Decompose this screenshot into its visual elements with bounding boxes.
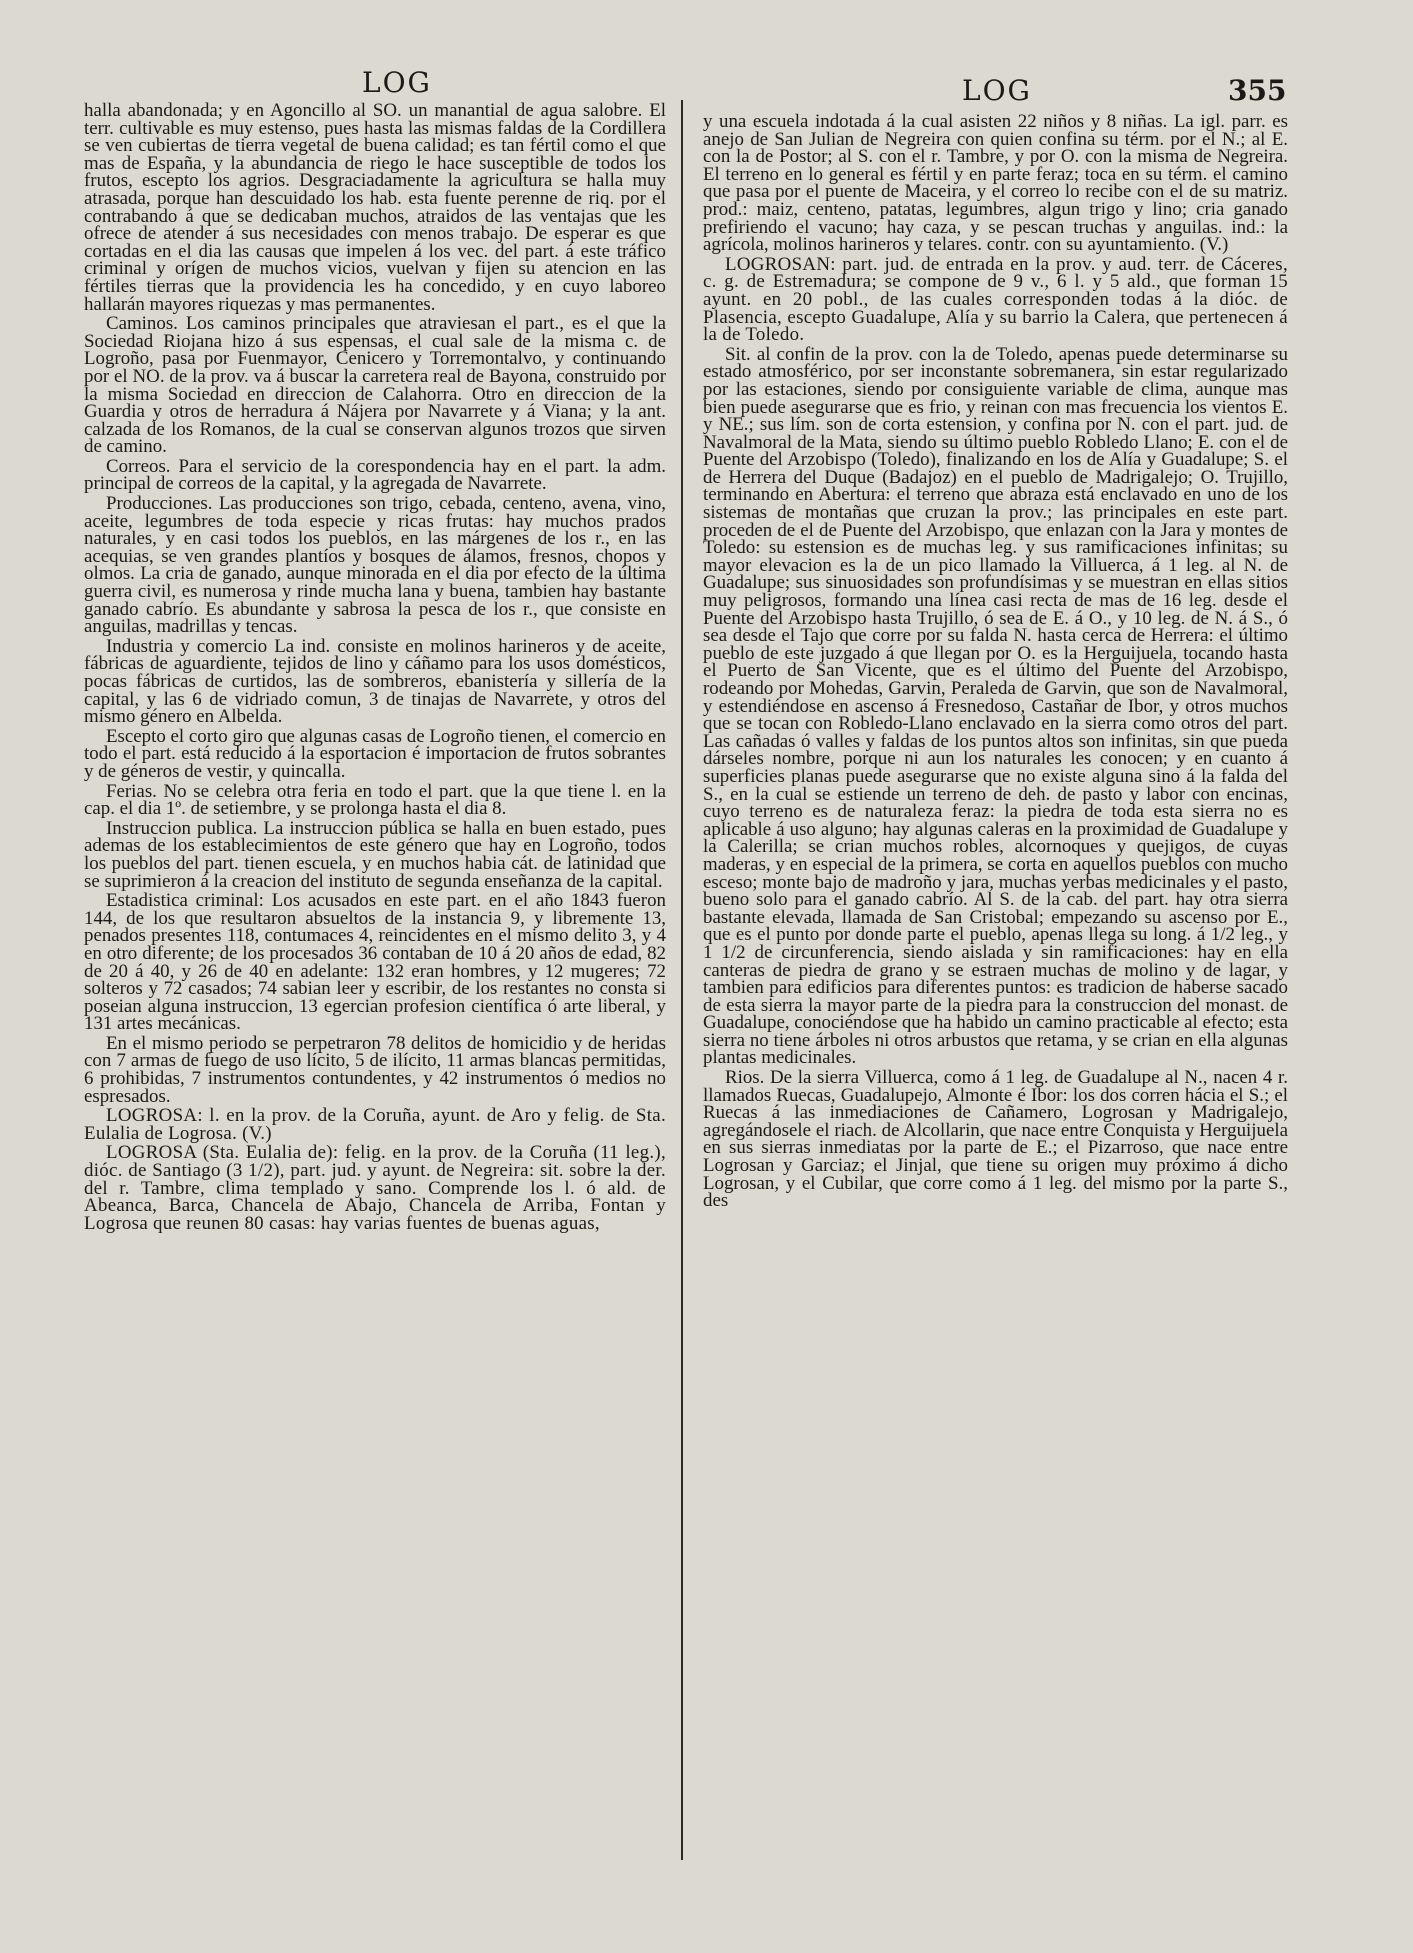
paragraph: Instruccion publica. La instruccion pública se halla en buen estado, pues ademas de los establecimientos de este género que hay en Logroño, todos los pueblos del part. tienen escuela, y en muchos habia cát. de latinidad que se suprimieron á la creacion del instituto de segunda enseñanza de la capital. xyxy=(84,817,666,892)
right-column xyxy=(703,113,1288,1853)
paragraph: Sit. al confin de la prov. con la de Toledo, apenas puede determinarse su estado atmosférico, por ser inconstante sobremanera, sin estar regularizado por las estaciones, siendo por consiguiente variable de clima, aunque mas bien puede asegurarse que es frio, y reinan con mas frecuencia los vientos E. y NE.; sus lím. son de corta estension, y confina por N. con el part. jud. de Navalmoral de la Mata, siendo su último pueblo Robledo Llano; E. con el de Puente del Arzobispo (Toledo), finalizando en los de Alía y Guadalupe; S. el de Herrera del Duque (Badajoz) en el pueblo de Madrigalejo; O. Trujillo, terminando en Abertura: el terreno que abraza está enclavado en uno de los sistemas de montañas que cruzan la prov.; las principales en este part. proceden de el de Puente del Arzobispo, que enlazan con la Jara y montes de Toledo: su estension es de muchas leg. y sus ramificaciones infinitas; su mayor elevacion es la de un pico llamado la Villuerca, á 1 leg. al N. de Guadalupe; sus sinuosidades son profundísimas y se muestran en ellas sitios muy peligrosos, formando una línea casi recta de mas de 16 leg. desde el Puente del Arzobispo hasta Trujillo, ó sea de E. á O., y 10 leg. de N. á S., ó sea desde el Tajo que corre por su falda N. hasta cerca de Herrera: el último pueblo de este juzgado á que llegan por O. es la Herguijuela, tocando hasta el Puerto de San Vicente, que es el último del Puente del Arzobispo, rodeando por Mohedas, Garvin, Peraleda de Garvin, que son de Navalmoral, y estendiéndose en ascenso á Fresnedoso, Castañar de Ibor, y otros muchos que se tocan con Robledo-Llano enclavado en la sierra como otros del part. Las cañadas ó valles y faldas de los puntos altos son infinitas, sin que pueda dárseles nombre, porque ni aun los naturales les conocen; y en cuanto á superficies planas puede asegurarse que no existe alguna sino á la falda del S., en la cual se estiende un terreno de deh. de pasto y labor con encinas, cuyo terreno es de naturaleza feraz: la piedra de toda esta sierra no es aplicable á uso alguno; hay algunas caleras en la proximidad de Guadalupe y la Calerilla; se crian muchos robles, alcornoques y quejigos, de cuyas maderas, y en especial de la primera, se corta en aquellos pueblos con mucho esceso; monte bajo de madroño y jara, muchas yerbas medicinales y el pasto, bueno solo para el ganado cabrío. Al S. de la cab. del part. hay otra sierra bastante elevada, llamada de San Cristobal; empezando su ascenso por E., que es el punto por donde parte el pueblo, apenas llega su long. á 1/2 leg., y 1 1/2 de circunferencia, siendo aislada y sin ramificaciones: hay en ella canteras de piedra de grano y se estraen muchas de molino y de lagar, y tambien para edificios para diferentes puntos: es tradicion de haberse sacado de esta sierra la mayor parte de la piedra para la construccion del monast. de Guadalupe, conociéndose que ha habido un camino practicable al efecto; esta sierra no tiene árboles ni otros arbustos que retama, y se crian en ella algunas plantas medicinales. xyxy=(703,343,1288,1069)
paragraph: y una escuela indotada á la cual asisten 22 niños y 8 niñas. La igl. parr. es anejo de San Julian de Negreira con quien confina su térm. por el N.; al E. con la de Postor; al S. con el r. Tambre, y por O. con la misma de Negreira. El terreno en lo general es fértil y en parte feraz; toca en su térm. el camino que pasa por el puente de Maceira, y el correo lo recibe con el de su matriz. prod.: maiz, centeno, patatas, legumbres, algun trigo y lino; cria ganado prefiriendo el vacuno; hay caza, y se pescan truchas y anguilas. ind.: la agrícola, molinos harineros y telares. contr. con su ayuntamiento. (V.) xyxy=(703,113,1288,256)
entry-logrosa: LOGROSA: l. en la prov. de la Coruña, ayunt. de Aro y felig. de Sta. Eulalia de Logrosa. (V.) xyxy=(84,1105,666,1144)
left-running-head: LOG xyxy=(362,66,432,99)
paragraph: halla abandonada; y en Agoncillo al SO. un manantial de agua salobre. El terr. cultivable es muy estenso, pues hasta las mismas faldas de la Cordillera se ven cubiertas de tierra vegetal de buena calidad; es tan fértil como el que mas de España, y la abundancia de riego le hace susceptible de todos los frutos, escepto los agrios. Desgraciadamente la agricultura se halla muy atrasada, porque han descuidado los hab. esta fuente perenne de riq. por el contrabando á que se dedicaban muchos, atraidos de las ventajas que les ofrece de atender á sus necesidades con menos trabajo. De esperar es que cortadas en el dia las causas que impelen á los vec. del part. á este tráfico criminal y orígen de muchos vicios, vuelvan y fijen su atencion en las fértiles tierras que la providencia les ha concedido, y en cuyo laboreo hallarán mayores riquezas y mas permanentes. xyxy=(84,102,666,315)
left-column xyxy=(84,102,666,1852)
running-header xyxy=(0,66,1413,106)
paragraph: Correos. Para el servicio de la corespondencia hay en el part. la adm. principal de correos de la capital, y la agregada de Navarrete. xyxy=(84,455,666,495)
paragraph: Escepto el corto giro que algunas casas de Logroño tienen, el comercio en todo el part. está reducido á la esportacion é importacion de frutos sobrantes y de géneros de vestir, y quincalla. xyxy=(84,725,666,782)
paragraph: Producciones. Las producciones son trigo, cebada, centeno, avena, vino, aceite, legumbres de toda especie y ricas frutas: hay muchos prados naturales, y en casi todos los pueblos, en las márgenes de los r., en las acequias, se ven grandes plantíos y bosques de álamos, fresnos, chopos y olmos. La cria de ganado, aunque minorada en el dia por efecto de la última guerra civil, es numerosa y rinde mucha lana y buena, tambien hay bastante ganado cabrío. Es abundante y sabrosa la pesca de los r., que consiste en anguilas, madrillas y tencas. xyxy=(84,493,666,638)
paragraph: En el mismo periodo se perpetraron 78 delitos de homicidio y de heridas con 7 armas de fuego de uso lícito, 5 de ilícito, 11 armas blancas permitidas, 6 prohibidas, 7 instrumentos contundentes, y 42 instrumentos ó medios no espresados. xyxy=(84,1032,666,1107)
entry-logrosan: LOGROSAN: part. jud. de entrada en la prov. y aud. terr. de Cáceres, c. g. de Estremadura; se compone de 9 v., 6 l. y 5 ald., que forman 15 ayunt. en 20 pobl., de las cuales corresponden todas á la dióc. de Plasencia, escepto Guadalupe, Alía y su barrio la Calera, que pertenecen á la de Toledo. xyxy=(703,253,1288,346)
paragraph: Caminos. Los caminos principales que atraviesan el part., es el que la Sociedad Riojana hizo á sus espensas, el cual sale de la misma c. de Logroño, pasa por Fuenmayor, Cenicero y Torremontalvo, y continuando por el NO. de la prov. va á buscar la carretera real de Bayona, construido por la misma Sociedad en direccion de Calahorra. Otro en direccion de la Guardia y otros de herradura á Nájera por Navarrete y á Viana; y la ant. calzada de los Romanos, de la cual se conservan algunos trozos que sirven de camino. xyxy=(84,313,666,458)
paragraph: Industria y comercio La ind. consiste en molinos harineros y de aceite, fábricas de aguardiente, tejidos de lino y cáñamo para los usos domésticos, pocas fábricas de curtidos, las de sombreros, ebanistería y sillería de la capital, y las 6 de vidriado comun, 3 de tinajas de Navarrete, y otros del mismo género en Albelda. xyxy=(84,635,666,728)
paragraph: Estadistica criminal: Los acusados en este part. en el año 1843 fueron 144, de los que resultaron absueltos de la instancia 9, y libremente 13, penados presentes 118, contumaces 4, reincidentes en el mismo delito 3, y 4 en otro diferente; de los procesados 36 contaban de 10 á 20 años de edad, 82 de 20 á 40, y 26 de 40 en adelante: 132 eran hombres, y 12 mugeres; 72 solteros y 72 casados; 74 sabian leer y escribir, de los restantes no consta si poseian alguna instruccion, 13 egercian profesion científica ó arte liberal, y 131 artes mecánicas. xyxy=(84,890,666,1035)
column-divider xyxy=(681,100,683,1860)
paragraph: Ferias. No se celebra otra feria en todo el part. que la que tiene l. en la cap. el dia 1º. de setiembre, y se prolonga hasta el dia 8. xyxy=(84,780,666,820)
paragraph: Rios. De la sierra Villuerca, como á 1 leg. de Guadalupe al N., nacen 4 r. llamados Ruecas, Guadalupejo, Almonte é Ibor: los dos corren hácia el S.; el Ruecas á las inmediaciones de Cañamero, Logrosan y Madrigalejo, agregándosele el riach. de Alcollarin, que nace entre Conquista y Herguijuela en sus sierras inmediatas por la parte de E.; el Pizarroso, que nace entre Logrosan y Garciaz; el Jinjal, que tiene su origen muy próximo á dicho Logrosan, y el Cubilar, que corre como á 1 leg. del mismo por la parte S., des xyxy=(703,1067,1288,1212)
right-running-head: LOG xyxy=(962,74,1032,107)
entry-logrosa-sta-eulalia: LOGROSA (Sta. Eulalia de): felig. en la prov. de la Coruña (11 leg.), dióc. de Santiago (3 1/2), part. jud. y ayunt. de Negreira: sit. sobre la der. del r. Tambre, clima templado y sano. Comprende los l. ó ald. de Abeanca, Barca, Chancela de Abajo, Chancela de Arriba, Fontan y Logrosa que reunen 80 casas: hay varias fuentes de buenas aguas, xyxy=(84,1142,666,1234)
page-number: 355 xyxy=(1228,74,1287,107)
